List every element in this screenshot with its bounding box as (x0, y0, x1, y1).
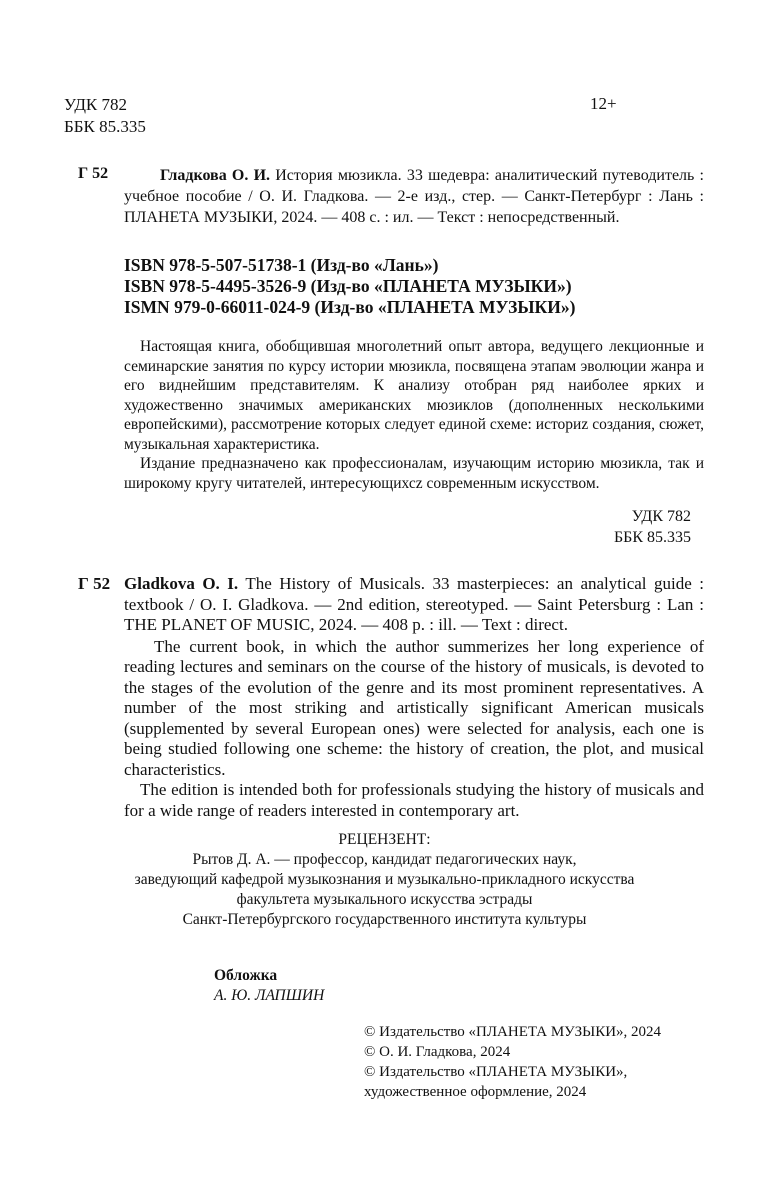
isbn-line: ISBN 978-5-4495-3526-9 (Изд-во «ПЛАНЕТА МУЗЫКИ») (124, 276, 572, 296)
reviewer-line: Санкт-Петербургского государственного института культуры (182, 911, 587, 928)
ru-abstract (124, 337, 704, 493)
en-bibliographic-entry (124, 574, 704, 821)
isbn-line: ISBN 978-5-507-51738-1 (Изд-во «Лань») (124, 255, 439, 275)
bbk-code: ББК 85.335 (64, 117, 146, 136)
copyright-line: © Издательство «ПЛАНЕТА МУЗЫКИ», 2024 (364, 1024, 662, 1040)
reviewer-block (0, 830, 769, 930)
en-author-mark: Г 52 (78, 574, 111, 593)
copyright-block (364, 1022, 661, 1102)
ru-bibliographic-entry (124, 165, 704, 228)
udk-bbk-right (614, 506, 691, 548)
udk-code: УДК 782 (64, 95, 128, 114)
bbk-code-right: ББК 85.335 (613, 529, 691, 546)
ru-author: Гладкова О. И. (160, 167, 271, 184)
age-rating: 12+ (590, 94, 617, 113)
isbn-list (124, 255, 575, 318)
udk-code-right: УДК 782 (631, 508, 691, 525)
reviewer-line: Рытов Д. А. — профессор, кандидат педагогических наук, (192, 851, 577, 868)
ru-abstract-paragraph: Настоящая книга, обобщившая многолетний опыт автора, ведущего лекционные и семинарские занятия по курсу истории мюзикла, посвящена этапам эволюции жанра и его виднейшим представителям. К анализу отобран ряд наиболее ярких и художественно значимых американских мюзиклов (дополненных несколькими европейскими), рассмотрение которых следует единой схеме: историz создания, сюжет, музыкальная характеристика. (124, 338, 704, 453)
copyright-line: © О. И. Гладкова, 2024 (364, 1044, 511, 1060)
en-author: Gladkova O. I. (124, 574, 239, 593)
reviewer-line: заведующий кафедрой музыкознания и музыкально-прикладного искусства (134, 871, 635, 888)
cover-label: Обложка (214, 967, 278, 984)
en-description: The History of Musicals. 33 masterpieces: an analytical guide : textbook / O. I. Gladkova. — 2nd edition, stereotyped. — Saint Petersburg : Lan : THE PLANET OF MUSIC, 2024. — 408 p. : ill. — Text : direct. (124, 574, 704, 634)
en-abstract-paragraph: The current book, in which the author summerizes her long experience of reading lectures and seminars on the course of the history of musicals, is devoted to the stages of the evolution of the genre and its most prominent representatives. A number of the most striking and artistically significant American musicals (supplemented by several European ones) were selected for analysis, each one is being studied following one scheme: the history of creation, the plot, and musical characteristics. (124, 636, 704, 779)
cover-credit (214, 966, 324, 1006)
en-abstract-paragraph: The edition is intended both for professionals studying the history of musicals and for a wide range of readers interested in contemporary art. (124, 780, 704, 820)
reviewer-heading: РЕЦЕНЗЕНТ: (338, 831, 431, 848)
ru-author-mark: Г 52 (78, 165, 109, 182)
ru-abstract-paragraph: Издание предназначено как профессионалам, изучающим историю мюзикла, так и широкому кругу читателей, интересующихсz современным искусством. (124, 455, 704, 492)
ismn-line: ISMN 979-0-66011-024-9 (Изд-во «ПЛАНЕТА МУЗЫКИ») (124, 297, 576, 317)
copyright-line: художественное оформление, 2024 (364, 1084, 587, 1100)
copyright-line: © Издательство «ПЛАНЕТА МУЗЫКИ», (364, 1064, 628, 1080)
reviewer-line: факультета музыкального искусства эстрады (236, 891, 533, 908)
ru-description: История мюзикла. 33 шедевра: аналитический путеводитель : учебное пособие / О. И. Гладкова. — 2-е изд., стер. — Санкт-Петербург : Лань : ПЛАНЕТА МУЗЫКИ, 2024. — 408 с. : ил. — Текст : непосредственный. (124, 167, 705, 226)
udk-bbk-header (64, 94, 146, 138)
cover-artist: А. Ю. ЛАПШИН (214, 987, 325, 1004)
